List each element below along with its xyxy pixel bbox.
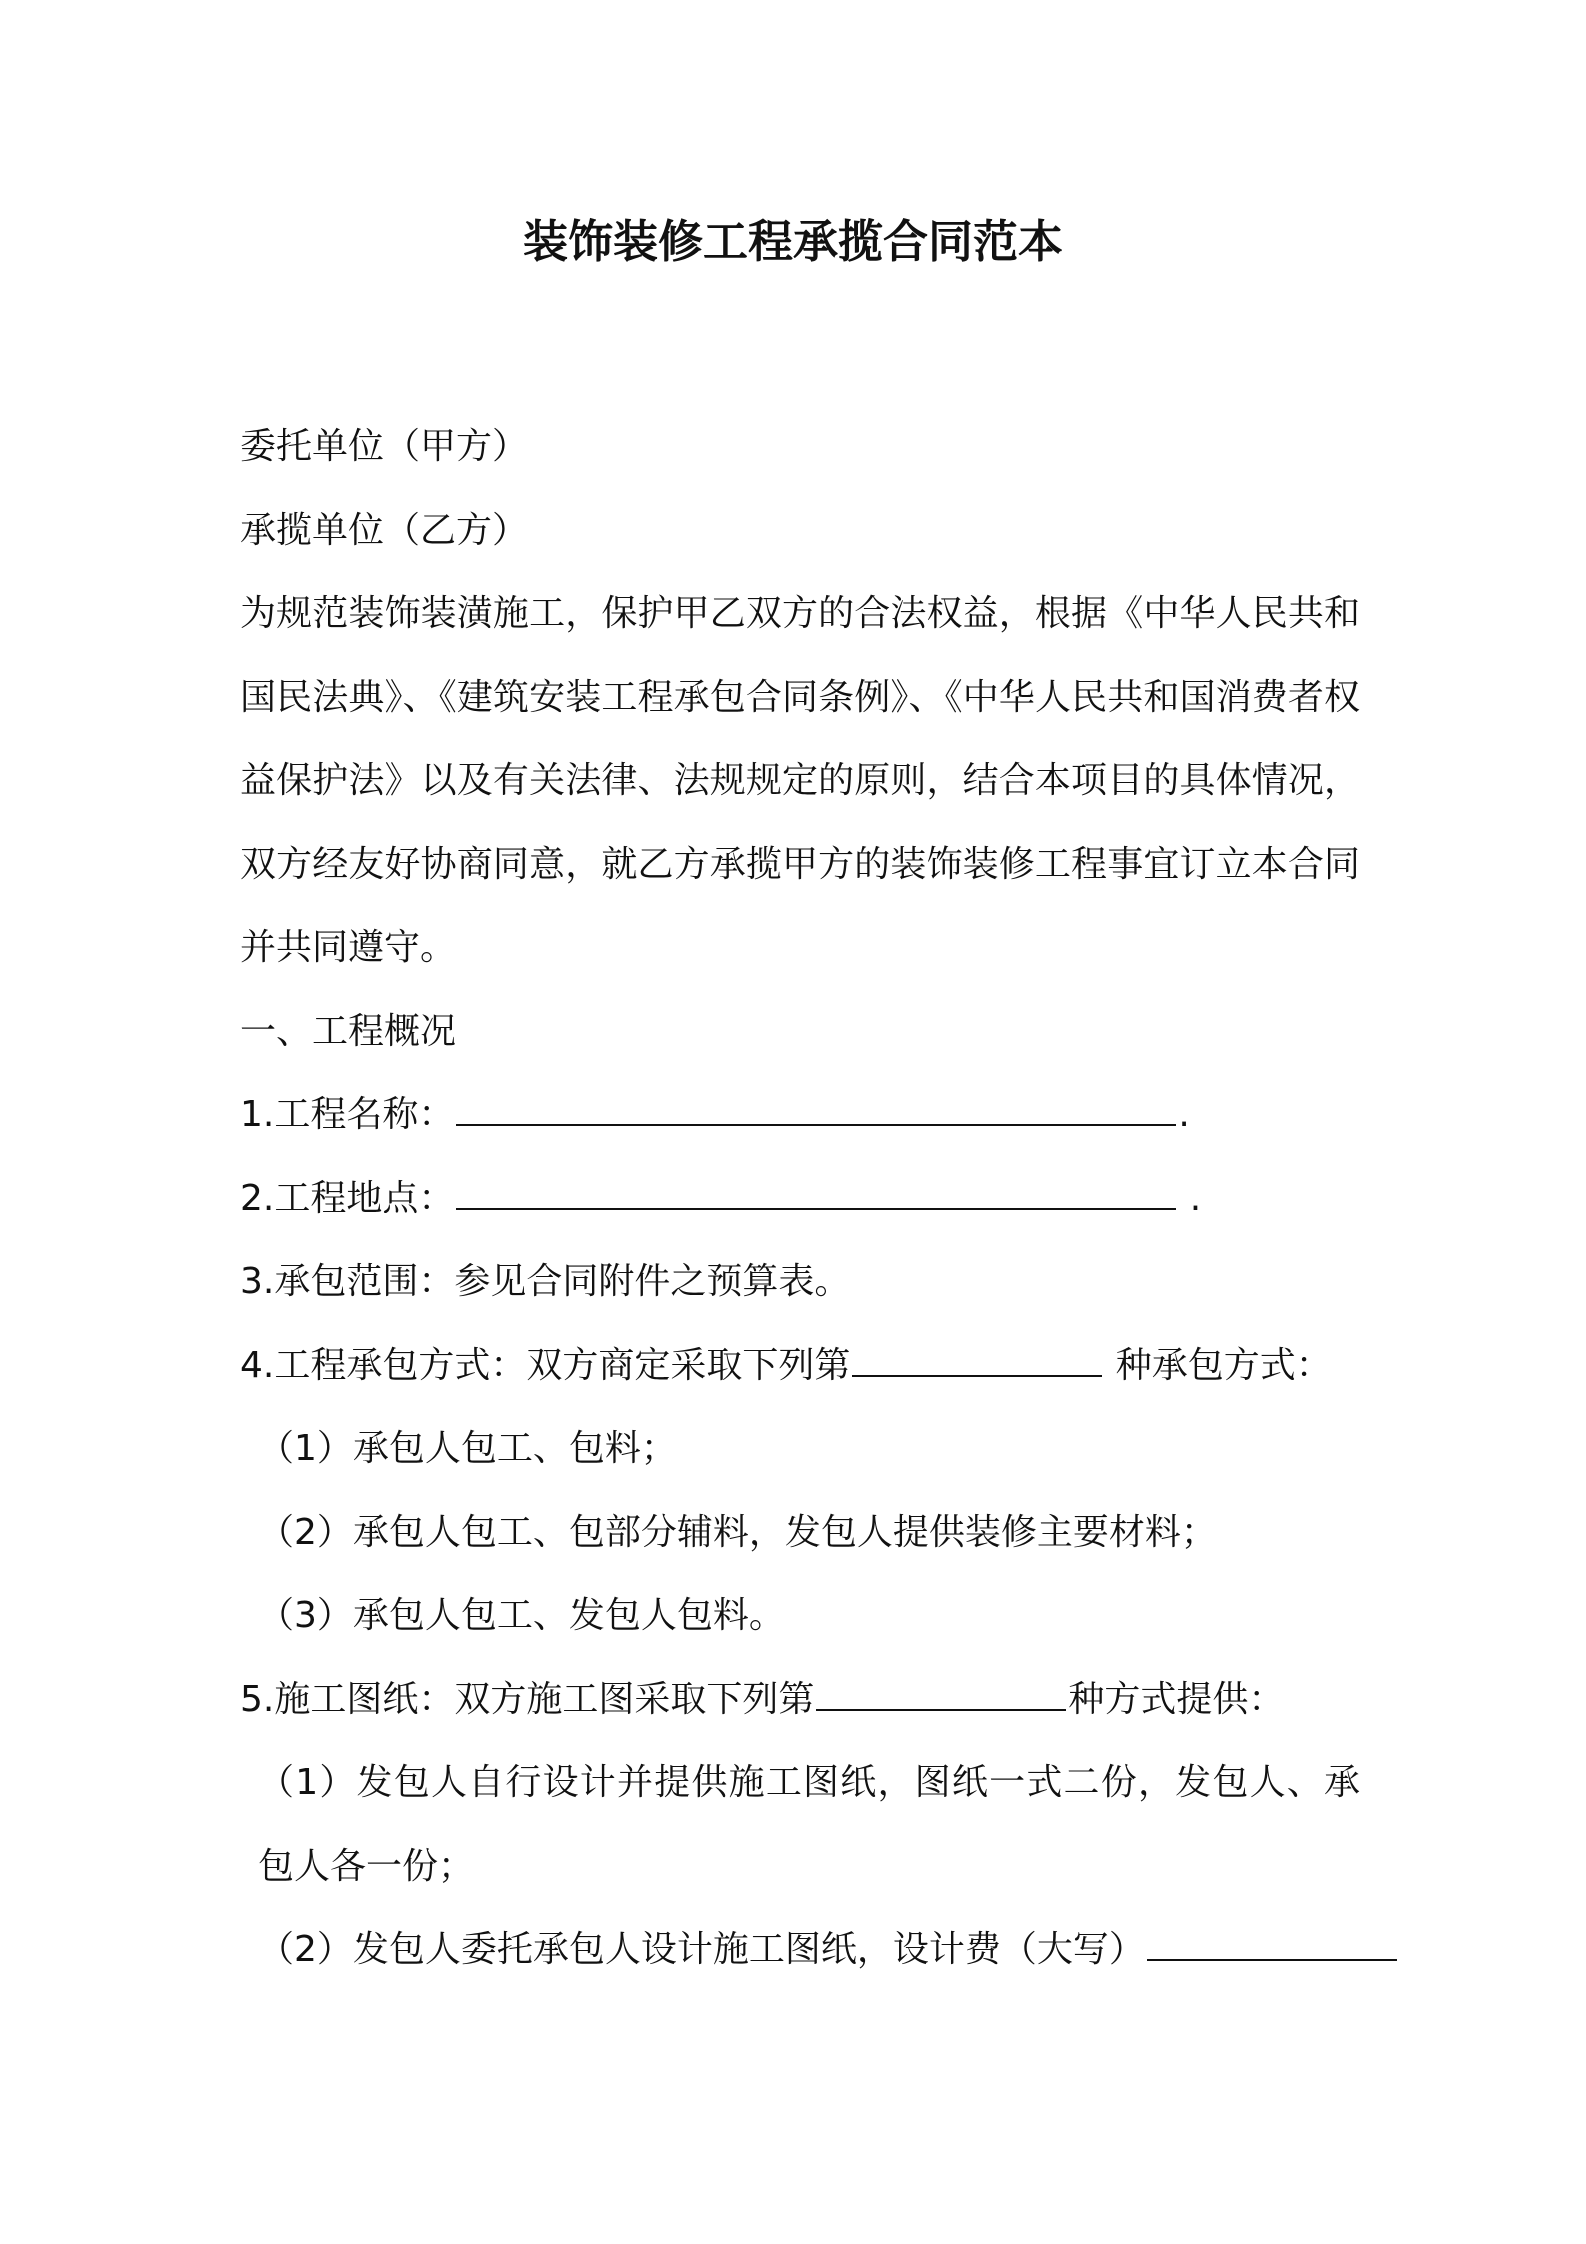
drawings-option-2: （2）发包人委托承包人设计施工图纸，设计费（大写）: [258, 1929, 1145, 1970]
contract-scope-line: 3.承包范围：参见合同附件之预算表。: [240, 1261, 851, 1302]
contract-method-line: [240, 1324, 1360, 1408]
project-location-label: 2.工程地点：: [240, 1177, 455, 1219]
document-title: 装饰装修工程承揽合同范本: [522, 215, 1063, 268]
contract-method-blank[interactable]: [852, 1345, 1102, 1377]
drawings-prefix: 5.施工图纸：双方施工图采取下列第: [240, 1678, 815, 1720]
party-a-line: 委托单位（甲方）: [240, 426, 529, 467]
document-body: [240, 405, 1360, 1992]
project-name-blank[interactable]: [456, 1094, 1176, 1126]
drawings-blank[interactable]: [816, 1679, 1066, 1711]
section1-heading: 一、工程概况: [240, 1010, 457, 1052]
preamble-paragraph: 为规范装饰装潢施工，保护甲乙双方的合法权益，根据《中华人民共和国民法典》、《建筑安装工程承包合同条例》、《中华人民共和国消费者权益保护法》以及有关法律、法规规定的原则，结合本项目的具体情况，双方经友好协商同意，就乙方承揽甲方的装饰装修工程事宜订立本合同并共同遵守。: [240, 593, 1360, 968]
project-name-label: 1.工程名称：: [240, 1094, 455, 1135]
project-location-line: [240, 1157, 1360, 1241]
method-option-3: （3）承包人包工、发包人包料。: [258, 1595, 785, 1636]
contract-method-suffix: 种承包方式：: [1104, 1344, 1332, 1386]
project-location-blank[interactable]: [456, 1178, 1176, 1210]
contract-method-prefix: 4.工程承包方式：双方商定采取下列第: [240, 1344, 851, 1386]
drawings-option-2-line: [240, 1908, 1360, 1992]
design-fee-blank[interactable]: [1147, 1929, 1397, 1961]
project-location-end: .: [1178, 1177, 1202, 1219]
method-option-1: （1）承包人包工、包料；: [258, 1428, 677, 1469]
method-option-2: （2）承包人包工、包部分辅料，发包人提供装修主要材料；: [258, 1511, 1217, 1553]
party-b-line: 承揽单位（乙方）: [240, 509, 529, 551]
drawings-suffix: 种方式提供：: [1068, 1678, 1285, 1720]
project-name-line: [240, 1073, 1360, 1157]
project-name-end: .: [1178, 1094, 1190, 1135]
drawings-option-1: （1）发包人自行设计并提供施工图纸，图纸一式二份，发包人、承包人各一份；: [258, 1762, 1360, 1887]
drawings-line: [240, 1658, 1360, 1742]
